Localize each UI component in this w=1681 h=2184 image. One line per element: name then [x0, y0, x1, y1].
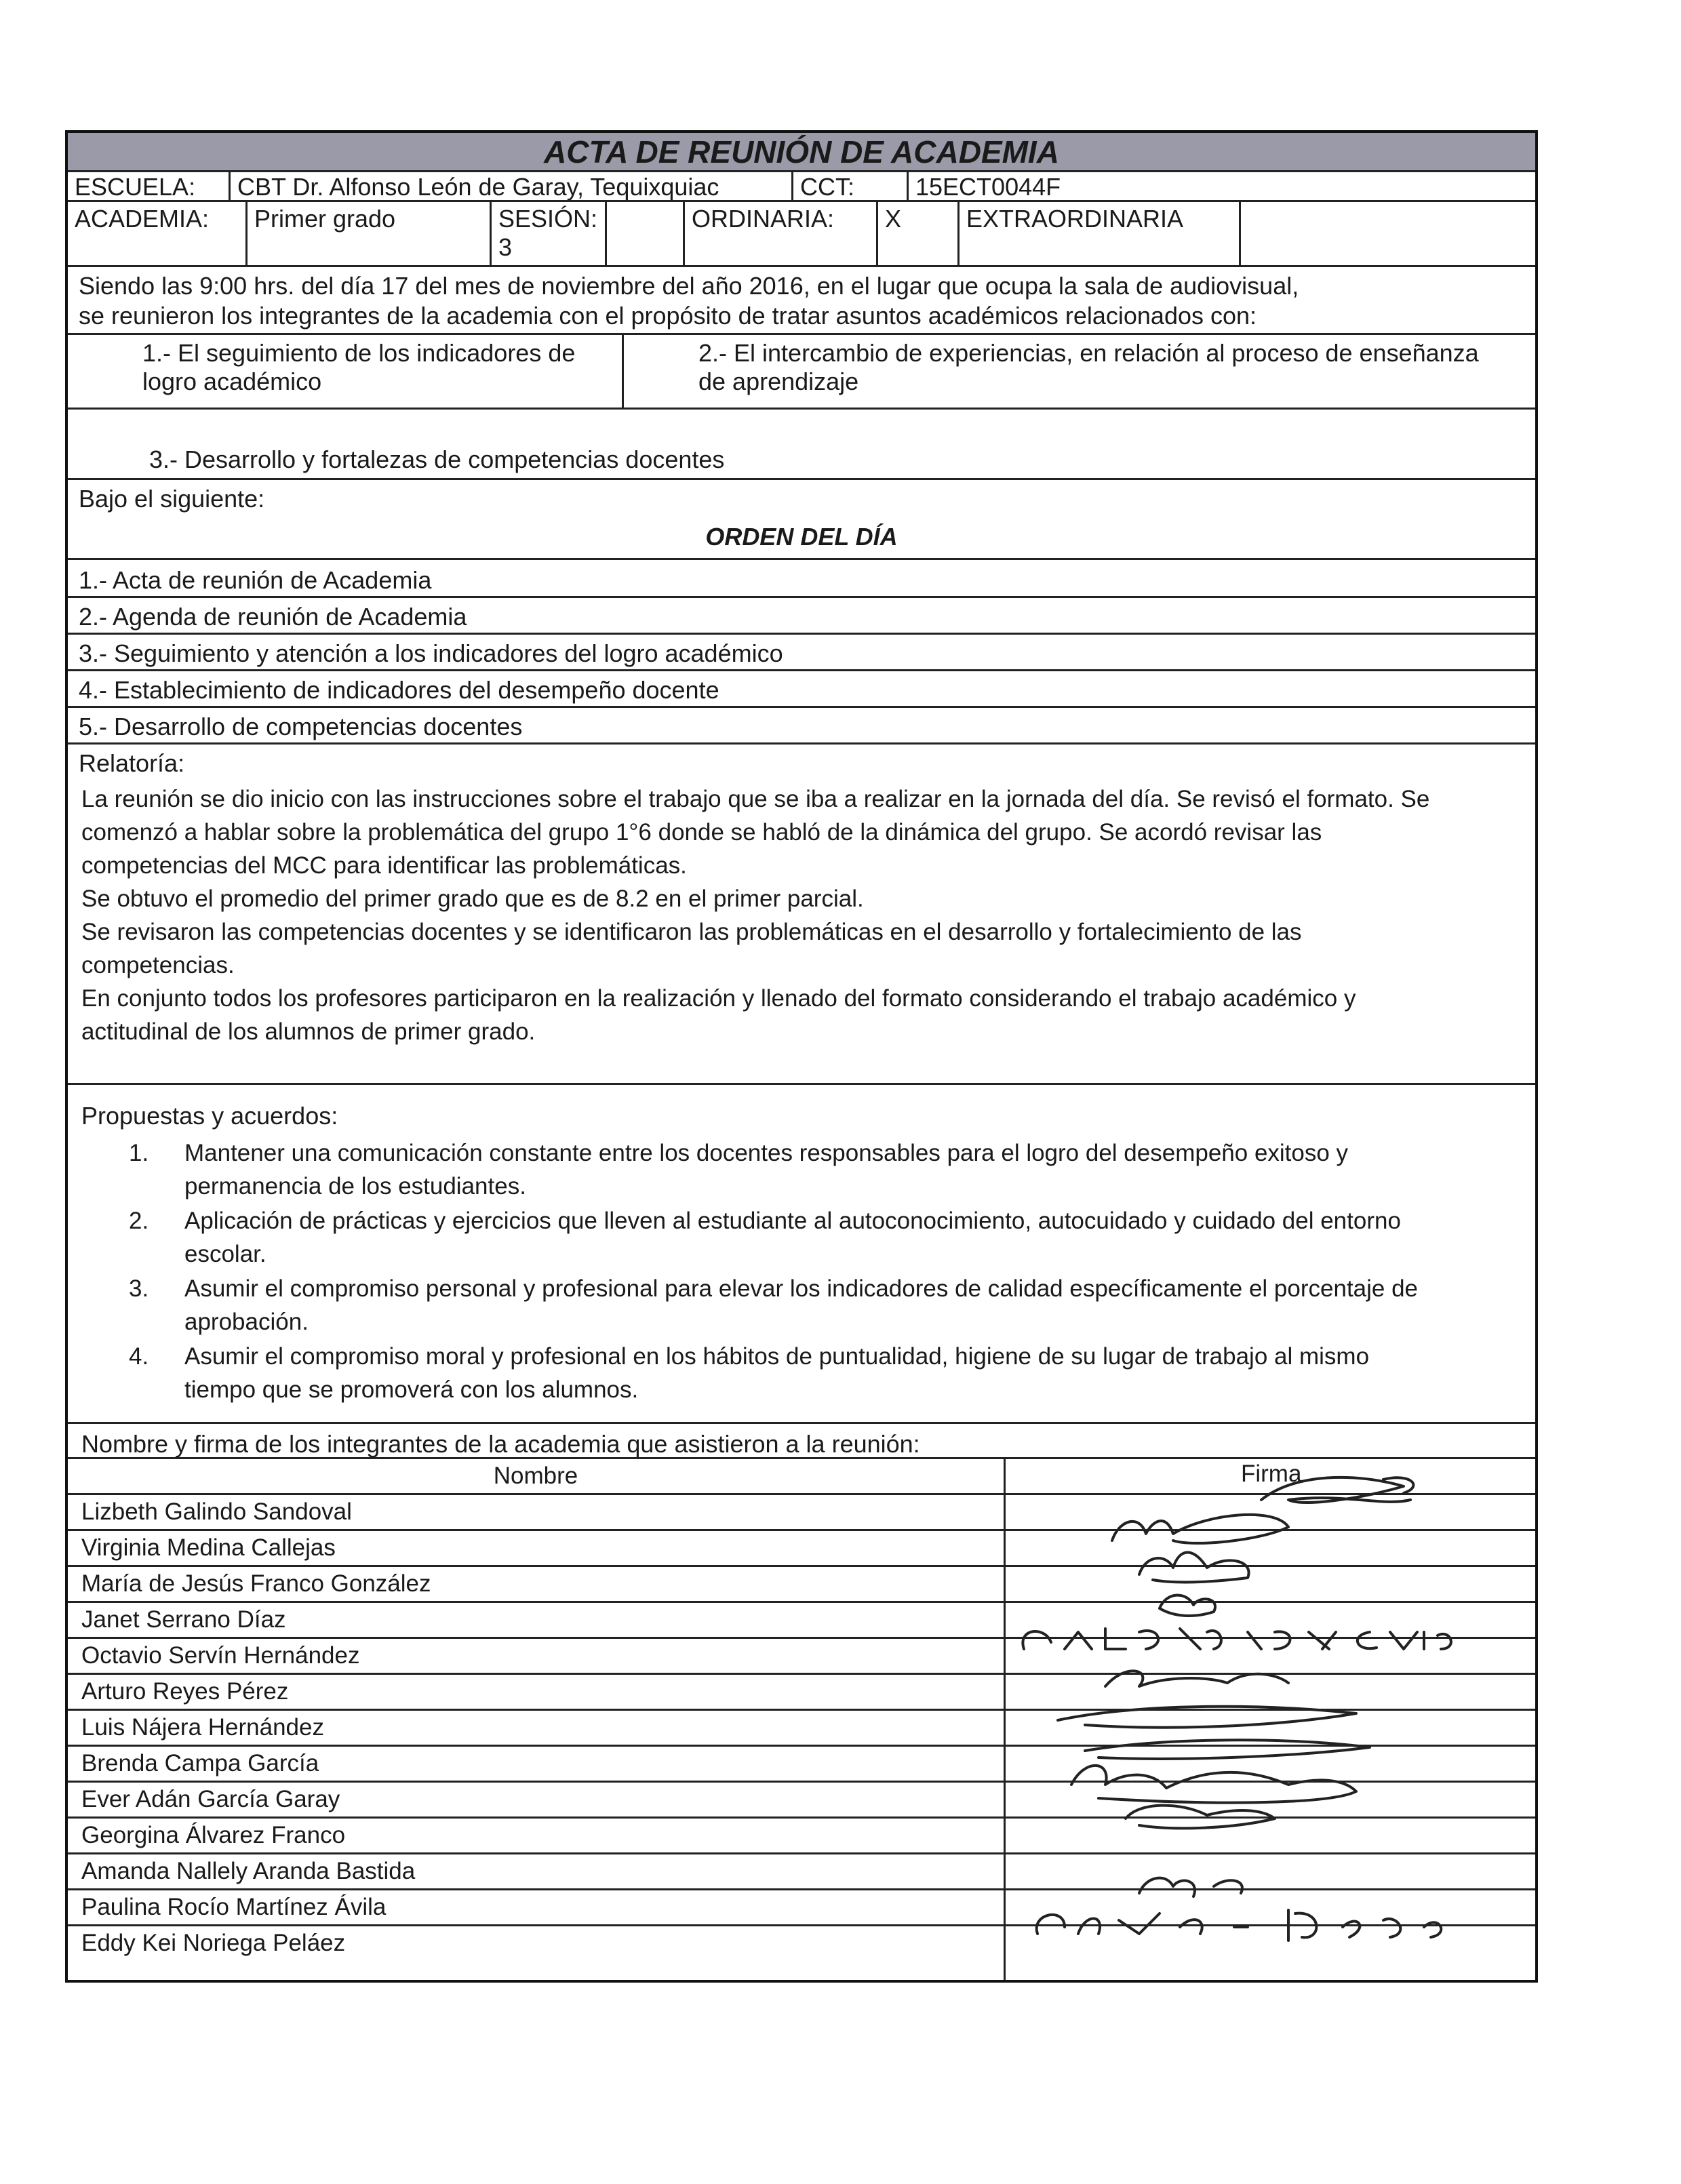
cct-label: CCT: [793, 172, 909, 200]
agenda-item [68, 598, 1535, 635]
attendance-label: Nombre y firma de los integrantes de la academia que asistieron a la reunión: [81, 1430, 920, 1458]
relatoria-label: Relatoría: [79, 749, 185, 777]
agenda-intro: Bajo el siguiente: [79, 485, 265, 513]
school-name: CBT Dr. Alfonso León de Garay, Tequixquiac [231, 172, 793, 200]
form-title: ACTA DE REUNIÓN DE ACADEMIA [544, 134, 1059, 170]
cct-value: 15ECT0044F [915, 173, 1061, 200]
school-label: ESCUELA: [68, 172, 231, 200]
proposals-label: Propuestas y acuerdos: [81, 1102, 338, 1130]
attendance-heading [68, 1424, 1535, 1459]
proposal-text: Mantener una comunicación constante entre los docentes responsables para el logro del desempeño exitoso y [184, 1140, 1349, 1166]
proposals-section [68, 1085, 1535, 1424]
proposal-number: 2. [129, 1208, 149, 1234]
form-title-bar [68, 133, 1535, 172]
proposal-text: Aplicación de prácticas y ejercicios que lleven al estudiante al autoconocimiento, autocuidado y cuidado del entorno [184, 1208, 1401, 1234]
agenda-item-1: 1.- Acta de reunión de Academia [79, 566, 432, 594]
member-name: Georgina Álvarez Franco [68, 1819, 1004, 1854]
intro-line-1: Siendo las 9:00 hrs. del día 17 del mes de noviembre del año 2016, en el lugar que ocupa la sala de audiovisual, [79, 272, 1299, 300]
agenda-item-5: 5.- Desarrollo de competencias docentes [79, 713, 523, 740]
proposal-number: 1. [129, 1140, 149, 1166]
academy-label: ACADEMIA: [68, 202, 248, 265]
member-name: Ever Adán García Garay [68, 1783, 1004, 1819]
member-name: Janet Serrano Díaz [68, 1603, 1004, 1639]
proposal-item [129, 1204, 1508, 1271]
proposal-text: escolar. [184, 1241, 266, 1267]
academy-value: Primer grado [248, 202, 492, 265]
relatoria-line: La reunión se dio inicio con las instrucciones sobre el trabajo que se iba a realizar en la jornada del día. Se revisó el formato. Se [81, 786, 1430, 812]
agenda-item [68, 708, 1535, 744]
intro-line-2: se reunieron los integrantes de la academia con el propósito de tratar asuntos académicos relacionados con: [79, 302, 1257, 330]
member-name: Lizbeth Galindo Sandoval [68, 1495, 1004, 1531]
topics-row [68, 335, 1535, 410]
proposal-item [129, 1136, 1508, 1203]
agenda-item [68, 560, 1535, 598]
proposal-text: tiempo que se promoverá con los alumnos. [184, 1376, 639, 1403]
relatoria-line: Se revisaron las competencias docentes y se identificaron las problemáticas en el desarrollo y fortalecimiento de las [81, 919, 1302, 945]
attendance-table [68, 1459, 1535, 1980]
ordinary-check: X [878, 202, 960, 265]
session-number: 3 [498, 233, 513, 261]
academy-row [68, 202, 1535, 267]
topic-2 [624, 335, 1535, 408]
relatoria-line: comenzó a hablar sobre la problemática del grupo 1°6 donde se habló de la dinámica del grupo. Se acordó revisar las [81, 819, 1322, 846]
member-name: María de Jesús Franco González [68, 1567, 1004, 1603]
topic-1-line-2: logro académico [142, 368, 322, 395]
topic-2-line-2: de aprendizaje [698, 368, 859, 395]
member-name: Brenda Campa García [68, 1747, 1004, 1783]
relatoria-line: En conjunto todos los profesores participaron en la realización y llenado del formato considerando el trabajo académico y [81, 985, 1356, 1012]
agenda-header [68, 480, 1535, 560]
agenda-item-2: 2.- Agenda de reunión de Academia [79, 603, 467, 631]
topic-1 [68, 335, 624, 408]
member-name: Arturo Reyes Pérez [68, 1675, 1004, 1711]
member-name: Paulina Rocío Martínez Ávila [68, 1890, 1004, 1926]
extraordinary-label: EXTRAORDINARIA [960, 202, 1241, 265]
meeting-minutes-form [65, 130, 1538, 1983]
proposal-number: 3. [129, 1275, 149, 1302]
ordinary-label: ORDINARIA: [685, 202, 878, 265]
school-row [68, 172, 1535, 202]
member-name: Octavio Servín Hernández [68, 1639, 1004, 1675]
agenda-title: ORDEN DEL DÍA [705, 523, 898, 551]
topic-1-line-1: 1.- El seguimiento de los indicadores de [142, 339, 576, 367]
relatoria-line: competencias del MCC para identificar las problemáticas. [81, 852, 687, 879]
session-cell [492, 202, 607, 265]
relatoria-line: actitudinal de los alumnos de primer grado. [81, 1018, 536, 1045]
member-name: Luis Nájera Hernández [68, 1711, 1004, 1747]
relatoria-line: competencias. [81, 952, 235, 978]
proposal-item [129, 1272, 1508, 1338]
topic-3: 3.- Desarrollo y fortalezas de competencias docentes [149, 445, 725, 473]
intro-section [68, 267, 1535, 335]
extraordinary-check [1241, 202, 1538, 265]
agenda-item-3: 3.- Seguimiento y atención a los indicadores del logro académico [79, 639, 783, 667]
relatoria-section [68, 744, 1535, 1085]
member-name: Amanda Nallely Aranda Bastida [68, 1854, 1004, 1890]
signature-column-header: Firma [1241, 1461, 1302, 1487]
proposal-text: Asumir el compromiso moral y profesional en los hábitos de puntualidad, higiene de su lugar de trabajo al mismo [184, 1343, 1370, 1370]
agenda-item-4: 4.- Establecimiento de indicadores del desempeño docente [79, 676, 719, 704]
name-column-header: Nombre [68, 1459, 1004, 1495]
session-blank [607, 202, 685, 265]
handwritten-signatures [1004, 1459, 1539, 1961]
agenda-item [68, 635, 1535, 671]
proposal-text: aprobación. [184, 1309, 309, 1335]
member-name: Eddy Kei Noriega Peláez [81, 1930, 346, 1956]
proposal-item [129, 1340, 1508, 1406]
member-name: Virginia Medina Callejas [68, 1531, 1004, 1567]
proposal-number: 4. [129, 1343, 149, 1370]
proposal-text: permanencia de los estudiantes. [184, 1173, 526, 1199]
agenda-item [68, 671, 1535, 708]
relatoria-body [81, 782, 1522, 1048]
session-label: SESIÓN: [498, 205, 598, 233]
proposal-text: Asumir el compromiso personal y profesional para elevar los indicadores de calidad específicamente el porcentaje de [184, 1275, 1419, 1302]
relatoria-line: Se obtuvo el promedio del primer grado que es de 8.2 en el primer parcial. [81, 886, 864, 912]
topic-2-line-1: 2.- El intercambio de experiencias, en relación al proceso de enseñanza [698, 339, 1479, 367]
topic-3-row [68, 410, 1535, 480]
